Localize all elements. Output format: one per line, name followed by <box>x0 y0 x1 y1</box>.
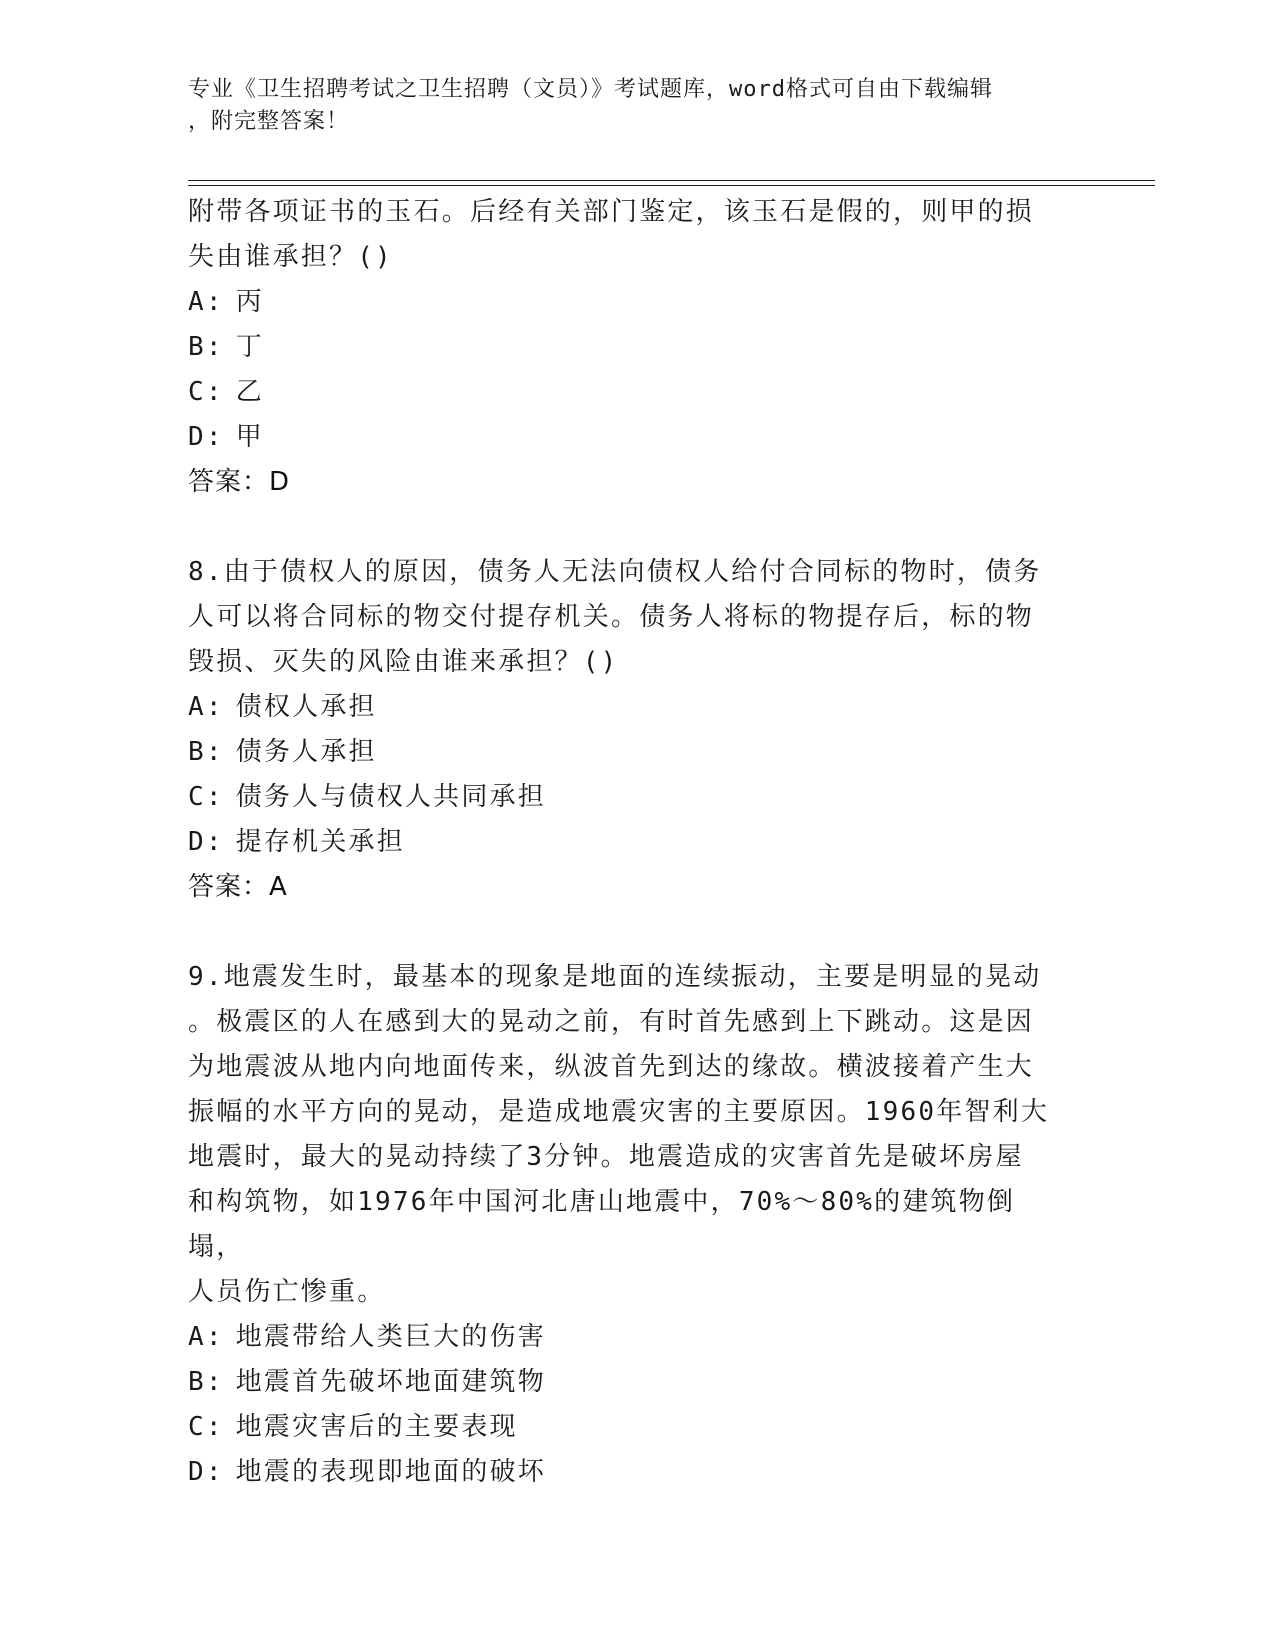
option-letter: B: <box>188 332 224 362</box>
option-letter: A: <box>188 1322 224 1352</box>
option-d <box>188 820 1068 865</box>
question-text-line: 和构筑物，如1976年中国河北唐山地震中，70%～80%的建筑物倒塌， <box>188 1187 1016 1262</box>
answer-line: 答案：D <box>188 467 291 497</box>
option-letter: C: <box>188 782 224 812</box>
option-text: 债务人与债权人共同承担 <box>235 782 546 812</box>
option-text: 地震带给人类巨大的伤害 <box>235 1322 546 1352</box>
question-9 <box>188 955 1068 1495</box>
spacer <box>188 910 1068 955</box>
header-divider-bottom <box>188 185 1155 186</box>
question-text-line: 毁损、灭失的风险由谁来承担？() <box>188 647 619 677</box>
header-line-2: ，附完整答案！ <box>188 109 350 134</box>
option-a <box>188 280 1068 325</box>
question-text-line: 9.地震发生时，最基本的现象是地面的连续振动，主要是明显的晃动 <box>188 962 1042 992</box>
question-text-line: 8.由于债权人的原因，债务人无法向债权人给付合同标的物时，债务 <box>188 557 1042 587</box>
option-text: 债务人承担 <box>235 737 377 767</box>
option-c <box>188 370 1068 415</box>
option-text: 丙 <box>235 287 264 317</box>
option-letter: C: <box>188 1412 224 1442</box>
option-letter: D: <box>188 827 224 857</box>
option-text: 地震的表现即地面的破坏 <box>235 1457 546 1487</box>
question-text-line: 振幅的水平方向的晃动，是造成地震灾害的主要原因。1960年智利大 <box>188 1097 1050 1127</box>
option-letter: B: <box>188 1367 224 1397</box>
option-letter: C: <box>188 377 224 407</box>
option-letter: A: <box>188 287 224 317</box>
question-8 <box>188 550 1068 910</box>
question-text-line: 附带各项证书的玉石。后经有关部门鉴定，该玉石是假的，则甲的损 <box>188 197 1035 227</box>
option-text: 提存机关承担 <box>235 827 405 857</box>
option-text: 地震首先破坏地面建筑物 <box>235 1367 546 1397</box>
option-text: 地震灾害后的主要表现 <box>235 1412 518 1442</box>
option-c <box>188 1405 1068 1450</box>
question-text-line: 失由谁承担？() <box>188 242 393 272</box>
option-letter: D: <box>188 1457 224 1487</box>
spacer <box>188 505 1068 550</box>
option-text: 乙 <box>235 377 264 407</box>
question-content <box>188 190 1068 1495</box>
answer-line: 答案：A <box>188 872 288 902</box>
option-letter: B: <box>188 737 224 767</box>
option-d <box>188 1450 1068 1495</box>
option-a <box>188 1315 1068 1360</box>
question-text-line: 人可以将合同标的物交付提存机关。债务人将标的物提存后，标的物 <box>188 602 1035 632</box>
option-text: 债权人承担 <box>235 692 377 722</box>
option-d <box>188 415 1068 460</box>
question-text-line: 。极震区的人在感到大的晃动之前，有时首先感到上下跳动。这是因 <box>188 1007 1035 1037</box>
question-7 <box>188 190 1068 505</box>
option-a <box>188 685 1068 730</box>
question-text-line: 为地震波从地内向地面传来，纵波首先到达的缘故。横波接着产生大 <box>188 1052 1035 1082</box>
option-b <box>188 730 1068 775</box>
page-header <box>188 74 1068 138</box>
option-text: 甲 <box>235 422 264 452</box>
option-letter: A: <box>188 692 224 722</box>
question-text-line: 人员伤亡惨重。 <box>188 1277 386 1307</box>
header-line-1: 专业《卫生招聘考试之卫生招聘（文员）》考试题库，word格式可自由下载编辑 <box>188 77 993 102</box>
option-letter: D: <box>188 422 224 452</box>
option-c <box>188 775 1068 820</box>
option-b <box>188 1360 1068 1405</box>
question-text-line: 地震时，最大的晃动持续了3分钟。地震造成的灾害首先是破坏房屋 <box>188 1142 1024 1172</box>
header-divider-top <box>188 180 1155 181</box>
option-b <box>188 325 1068 370</box>
option-text: 丁 <box>235 332 264 362</box>
